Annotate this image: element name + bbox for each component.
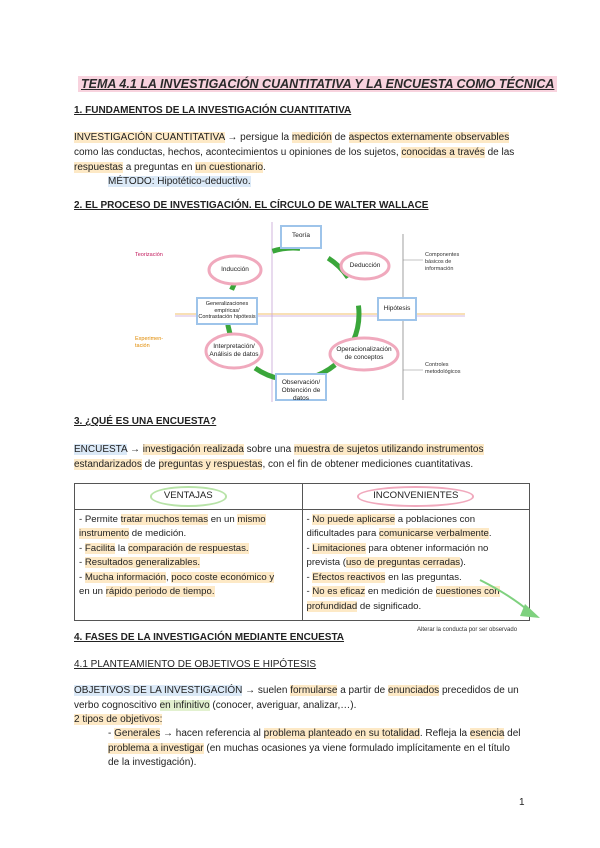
inconveniente-line: - No puede aplicarse a poblaciones con: [306, 513, 476, 525]
node-deduccion: Deducción: [349, 262, 381, 269]
inconveniente-line: dificultades para comunicarse verbalmente.: [306, 528, 492, 539]
section-2-heading: 2. EL PROCESO DE INVESTIGACIÓN. EL CÍRCULO DE WALTER WALLACE: [74, 200, 429, 211]
inconveniente-line: prevista (uso de preguntas cerradas).: [306, 557, 466, 568]
s4-line-6: de la investigación).: [108, 757, 197, 768]
side-teorizacion: Teorización: [135, 252, 163, 258]
ventaja-line: - Resultados generalizables.: [79, 557, 201, 568]
s1-line-3: respuestas a preguntas en un cuestionario.: [74, 162, 266, 173]
s3-line-2: estandarizados de preguntas y respuestas, con el fin de obtener mediciones cuantitativas.: [74, 459, 474, 470]
s4-line-5: problema a investigar (en muchas ocasiones ya viene formulado implícitamente en el título: [108, 743, 510, 754]
side-experimentacion: Experimen-tación: [135, 336, 164, 349]
ventaja-line: - Permite tratar muchos temas en un mismo: [79, 513, 266, 525]
s1-metodo: MÉTODO: Hipotético-deductivo.: [108, 176, 251, 187]
section-1-heading: 1. FUNDAMENTOS DE LA INVESTIGACIÓN CUANTITATIVA: [74, 105, 352, 116]
section-3-heading: 3. ¿QUÉ ES UNA ENCUESTA?: [74, 416, 217, 427]
node-teoria: Teoría: [291, 232, 311, 239]
s3-line-1: ENCUESTA → investigación realizada sobre una muestra de sujetos utilizando instrumentos: [74, 444, 484, 455]
s4-line-4: - Generales → hacen referencia al problema planteado en su totalidad. Refleja la esencia del: [108, 728, 521, 739]
comparison-table: [74, 483, 530, 621]
s4-line-2: verbo cognoscitivo en infinitivo (conocer, averiguar, analizar,…).: [74, 700, 357, 711]
inconveniente-line: - Limitaciones para obtener información no: [306, 542, 489, 554]
inconvenientes-header: INCONVENIENTES: [302, 484, 530, 510]
table-side-note: Alterar la conducta por ser observado: [417, 627, 518, 633]
page-title: TEMA 4.1 LA INVESTIGACIÓN CUANTITATIVA Y LA ENCUESTA COMO TÉCNICA: [78, 76, 557, 92]
s1-line-2: como las conductas, hechos, acontecimientos u opiniones de los sujetos, conocidas a través de las: [74, 147, 515, 158]
ventaja-line: en un rápido periodo de tiempo.: [79, 586, 215, 597]
s1-line-1: INVESTIGACIÓN CUANTITATIVA → persigue la medición de aspectos externamente observables: [74, 132, 510, 143]
node-observacion: Observación/ Obtención de datos: [281, 379, 321, 402]
node-interpretacion: Interpretación/ Análisis de datos: [209, 343, 259, 358]
node-induccion: Inducción: [221, 266, 249, 273]
page-number: 1: [519, 797, 525, 808]
ventaja-line: - Mucha información, poco coste económico y: [79, 571, 275, 583]
ventajas-header: VENTAJAS: [75, 484, 303, 510]
inconveniente-line: profundidad de significado.: [306, 600, 422, 612]
side-controles: Controles metodológicos: [425, 362, 461, 375]
node-operacionalizacion: Operacionalización de conceptos: [336, 346, 392, 361]
section-4-1-heading: 4.1 PLANTEAMIENTO DE OBJETIVOS E HIPÓTESIS: [74, 659, 317, 670]
wallace-circle-diagram: [135, 222, 465, 402]
ventaja-line: instrumento de medición.: [79, 528, 187, 539]
inconveniente-line: - No es eficaz en medición de cuestiones con: [306, 586, 500, 597]
s4-line-1: OBJETIVOS DE LA INVESTIGACIÓN → suelen formularse a partir de enunciados precedidos de un: [74, 685, 519, 696]
s4-line-3: 2 tipos de objetivos:: [74, 714, 163, 725]
ventaja-line: - Facilita la comparación de respuestas.: [79, 542, 249, 554]
inconveniente-line: - Efectos reactivos en las preguntas.: [306, 571, 462, 583]
side-componentes: Componentes básicos de información: [425, 252, 460, 272]
green-arrow-icon: [470, 560, 550, 620]
ventajas-cell: [75, 509, 303, 620]
section-4-heading: 4. FASES DE LA INVESTIGACIÓN MEDIANTE ENCUESTA: [74, 632, 345, 643]
node-hipotesis: Hipótesis: [383, 305, 411, 312]
node-generalizaciones: Generalizaciones empíricas/ Contrastación hipótesis: [198, 301, 256, 320]
